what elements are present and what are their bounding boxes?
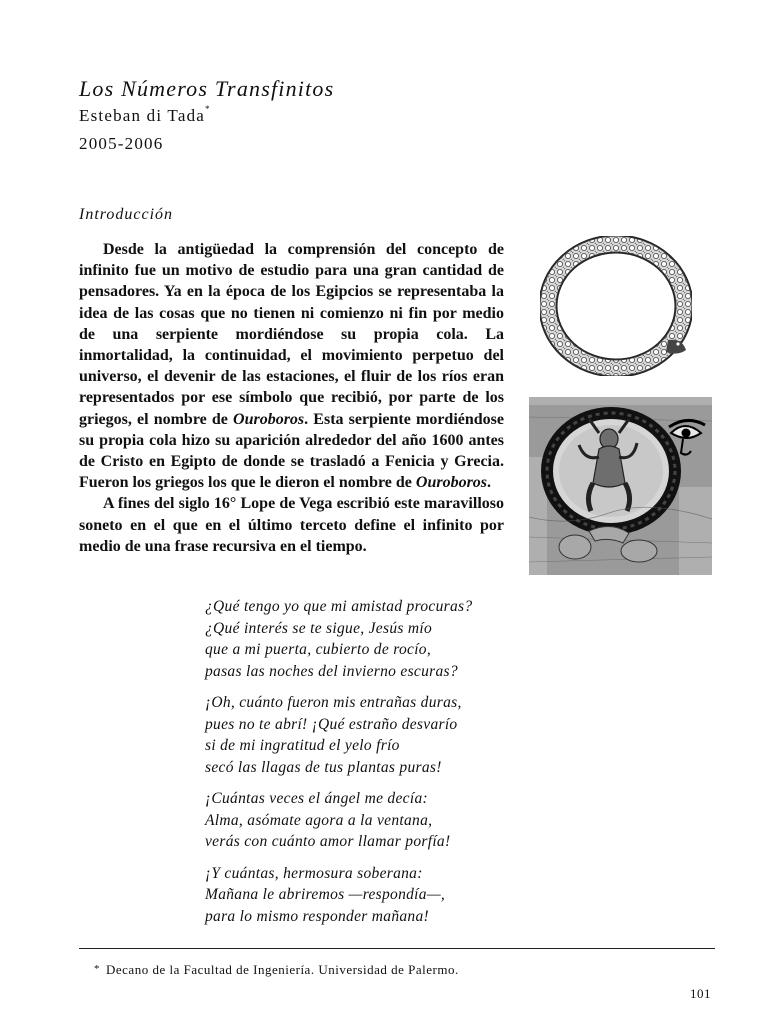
- paragraph-1: Desde la antigüedad la comprensión del concepto de infinito fue un motivo de estudio para una gran cantidad de pensadores. Ya en la época de los Egipcios se representaba la idea de las cosas que no tienen ni comienzo ni fin por medio de una serpiente mordiéndose su propia cola. La inmortalidad, la continuidad, el movimiento perpetuo del universo, el devenir de las estaciones, el fluir de los ríos eran representados por ese símbolo que recibió, por parte de los griegos, el nombre de Ouroboros. Esta serpiente mordiéndose su propia cola hizo su aparición alrededor del año 1600 antes de Cristo en Egipto de donde se trasladó a Fenicia y Grecia. Fueron los griegos los que le dieron el nombre de Ouroboros.: [79, 241, 504, 492]
- author-name: Esteban di Tada: [79, 106, 206, 125]
- egyptian-papyrus-image: [529, 397, 712, 575]
- paragraph-2: A fines del siglo 16° Lope de Vega escribió este maravilloso soneto en el que en el último terceto define el infinito por medio de una frase recursiva en el tiempo.: [79, 495, 504, 555]
- verse-line: verás con cuánto amor llamar porfía!: [205, 833, 451, 850]
- paper-title: Los Números Transfinitos: [79, 76, 335, 101]
- section-heading: Introducción: [79, 206, 174, 223]
- stanza-4: [205, 863, 535, 928]
- footnote-mark: *: [94, 963, 100, 975]
- footnote: [94, 962, 459, 978]
- verse-line: para lo mismo responder mañana!: [205, 907, 429, 925]
- sonnet: [205, 596, 535, 937]
- verse-line: si de mi ingratitud el yelo frío: [205, 737, 400, 754]
- term-ouroboros: Ouroboros: [415, 474, 488, 492]
- ouroboros-ring-image: [540, 236, 692, 376]
- footnote-text: Decano de la Facultad de Ingeniería. Universidad de Palermo.: [106, 962, 459, 977]
- verse-line: pasas las noches del invierno escuras?: [205, 662, 458, 680]
- verse-line: que a mi puerta, cubierto de rocío,: [205, 641, 432, 658]
- verse-line: ¿Qué tengo yo que mi amistad procuras?: [205, 598, 473, 615]
- footnote-divider: [79, 948, 715, 949]
- author-line: [79, 106, 211, 126]
- footnote-marker: *: [205, 104, 211, 114]
- body-text: [79, 239, 504, 557]
- years: 2005-2006: [79, 134, 164, 153]
- stanza-2: [205, 692, 535, 778]
- page-number: 101: [690, 986, 711, 1001]
- verse-line: pues no te abrí! ¡Qué estraño desvarío: [205, 715, 458, 733]
- stanza-1: [205, 596, 535, 682]
- verse-line: ¡Oh, cuánto fueron mis entrañas duras,: [205, 694, 462, 711]
- verse-line: ¿Qué interés se te sigue, Jesús mío: [205, 619, 433, 637]
- term-ouroboros: Ouroboros: [233, 410, 305, 428]
- verse-line: ¡Cuántas veces el ángel me decía:: [205, 790, 428, 807]
- verse-line: Mañana le abriremos —respondía—,: [205, 886, 446, 903]
- verse-line: ¡Y cuántas, hermosura soberana:: [205, 864, 423, 882]
- verse-line: secó las llagas de tus plantas puras!: [205, 758, 442, 776]
- stanza-3: [205, 788, 535, 853]
- verse-line: Alma, asómate agora a la ventana,: [205, 811, 433, 829]
